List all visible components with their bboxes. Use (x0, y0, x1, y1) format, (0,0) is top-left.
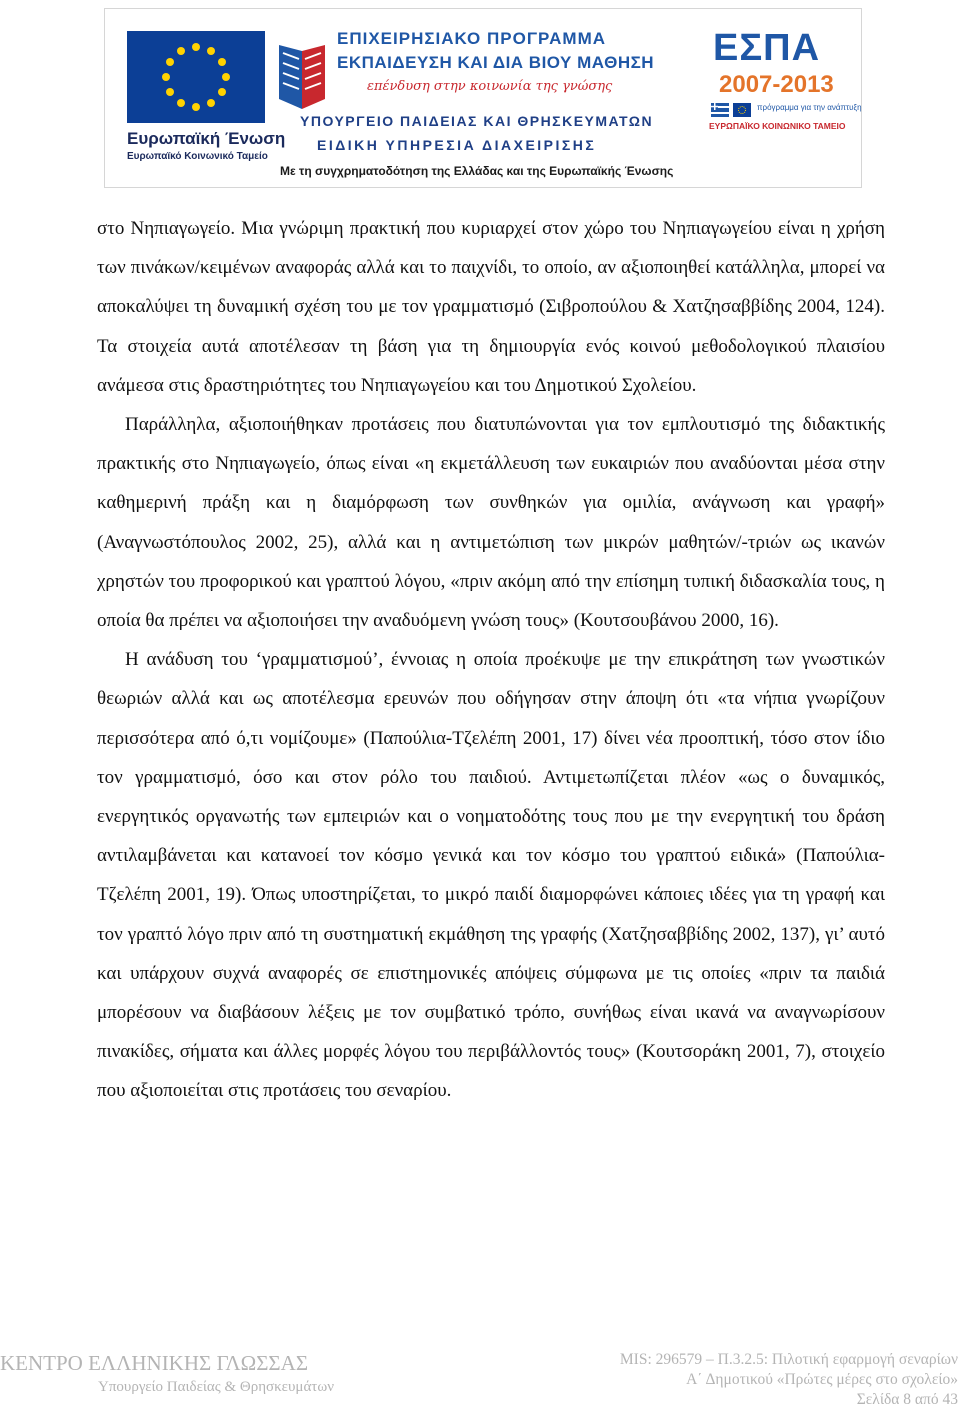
book-icon (277, 41, 327, 113)
eu-flag-logo (127, 31, 265, 123)
program-title-line1: ΕΠΙΧΕΙΡΗΣΙΑΚΟ ΠΡΟΓΡΑΜΜΑ (337, 29, 607, 48)
header-banner (104, 8, 862, 188)
eu-stars-icon (127, 31, 265, 123)
paragraph-2: Παράλληλα, αξιοποιήθηκαν προτάσεις που διατυπώνονται για τον εμπλουτισμό της διδακτικής πρακτικής στο Νηπιαγωγείο, όπως είναι «η εκμετάλλευση των ευκαιριών που αναδύονται μέσα στην καθημερινή πράξη και η διαμόρφωση των συνθηκών για ομιλία, ανάγνωση και γραφή» (Αναγνωστόπουλος 2002, 25), αλλά και η αντιμετώπιση των μικρών μαθητών/-τριών ως ικανών χρηστών του προφορικού και γραπτού λόγου, «πριν ακόμη από την επίσημη τυπική διδασκαλία τους, η οποία θα πρέπει να αξιοποιήσει την αναδυόμενη γνώση τους» (Κουτσουβάνου 2000, 16). (97, 414, 885, 632)
espa-fund: ΕΥΡΩΠΑΪΚΟ ΚΟΙΝΩΝΙΚΟ ΤΑΜΕΙΟ (709, 121, 846, 131)
espa-logo-title: ΕΣΠΑ (713, 27, 821, 69)
service-line: ΕΙΔΙΚΗ ΥΠΗΡΕΣΙΑ ΔΙΑΧΕΙΡΙΣΗΣ (317, 137, 597, 153)
footer-page-number: Σελίδα 8 από 43 (856, 1391, 958, 1408)
cofunding-line: Με τη συγχρηματοδότηση της Ελλάδας και της Ευρωπαϊκής Ένωσης (280, 164, 674, 178)
footer-ministry: Υπουργείο Παιδείας & Θρησκευμάτων (98, 1379, 334, 1395)
paragraph-3: Η ανάδυση του ‘γραμματισμού’, έννοιας η οποία προέκυψε με την επικράτηση των γνωστικών θεωριών αλλά και ως αποτέλεσμα ερευνών που οδήγησαν στην άποψη ότι «τα νήπια γνωρίζουν περισσότερα από ό,τι νομίζουμε» (Παπούλια-Τζελέπη 2001, 17) δίνει νέα προοπτική, τόσο στον ίδιο τον γραμματισμό, όσο και στον ρόλο του παιδιού. Αντιμετωπίζεται πλέον «ως ο δυναμικός, ενεργητικός οργανωτής των εμπειριών και ο νοηματοδότης τους που με την ενεργητική του δράση αντιλαμβάνεται και κατανοεί τον κόσμο γενικά και τον κόσμο του γραπτού ειδικά» (Παπούλια-Τζελέπη 2001, 19). Όπως υποστηρίζεται, το μικρό παιδί διαμορφώνει κάποιες ιδέες για τη γραφή και τον γραπτό λόγο πριν από τη συστηματική εκμάθηση της γραφής (Χατζησαββίδης 2002, 137), γι’ αυτό και υπάρχουν συχνά αναφορές σε επιστημονικές απόψεις σύμφωνα με τις οποίες «πριν τα παιδιά μπορέσουν να διαβάσουν λέξεις με τον συμβατικό τρόπο, συνήθως είναι ικανά να αναγνωρίσουν πινακίδες, σήματα και άλλες μορφές λόγου του περιβάλλοντός τους» (Κουτσοράκη 2001, 7), στοιχείο που αξιοποιείται στις προτάσεις του σεναρίου. (97, 649, 885, 1102)
eu-subtitle: Ευρωπαϊκό Κοινωνικό Ταμείο (127, 151, 268, 162)
document-body (97, 209, 885, 1111)
espa-years: 2007-2013 (719, 71, 834, 98)
espa-tagline: πρόγραμμα για την ανάπτυξη (757, 103, 862, 112)
paragraph-1: στο Νηπιαγωγείο. Μια γνώριμη πρακτική που κυριαρχεί στον χώρο του Νηπιαγωγείου είναι η χρήση των πινάκων/κειμένων αναφοράς αλλά και το παιχνίδι, το οποίο, αν αξιοποιηθεί κατάλληλα, μπορεί να αποκαλύψει τη δυναμική σχέση του με τον γραμματισμό (Σιβροπούλου & Χατζησαββίδης 2004, 124). Τα στοιχεία αυτά αποτέλεσαν τη βάση για τη δημιουργία ενός κοινού μεθοδολογικού πλαισίου ανάμεσα στις δραστηριότητες του Νηπιαγωγείου και του Δημοτικού Σχολείου. (97, 218, 885, 396)
program-book-logo (277, 41, 327, 113)
eu-title: Ευρωπαϊκή Ένωση (127, 129, 286, 148)
footer-organization: ΚΕΝΤΡΟ ΕΛΛΗΝΙΚΗΣ ΓΛΩΣΣΑΣ (0, 1351, 309, 1375)
ministry-line: ΥΠΟΥΡΓΕΙΟ ΠΑΙΔΕΙΑΣ ΚΑΙ ΘΡΗΣΚΕΥΜΑΤΩΝ (300, 113, 654, 129)
program-slogan: επένδυση στην κοινωνία της γνώσης (367, 79, 613, 94)
footer-scenario: Α΄ Δημοτικού «Πρώτες μέρες στο σχολείο» (686, 1371, 958, 1388)
greece-eu-flags-icon (711, 103, 751, 117)
footer-right (620, 1350, 958, 1410)
program-title-line2: ΕΚΠΑΙΔΕΥΣΗ ΚΑΙ ΔΙΑ ΒΙΟΥ ΜΑΘΗΣΗ (337, 53, 655, 72)
footer-mis: MIS: 296579 – Π.3.2.5: Πιλοτική εφαρμογή σεναρίων (619, 1351, 958, 1368)
footer-left (0, 1350, 334, 1398)
